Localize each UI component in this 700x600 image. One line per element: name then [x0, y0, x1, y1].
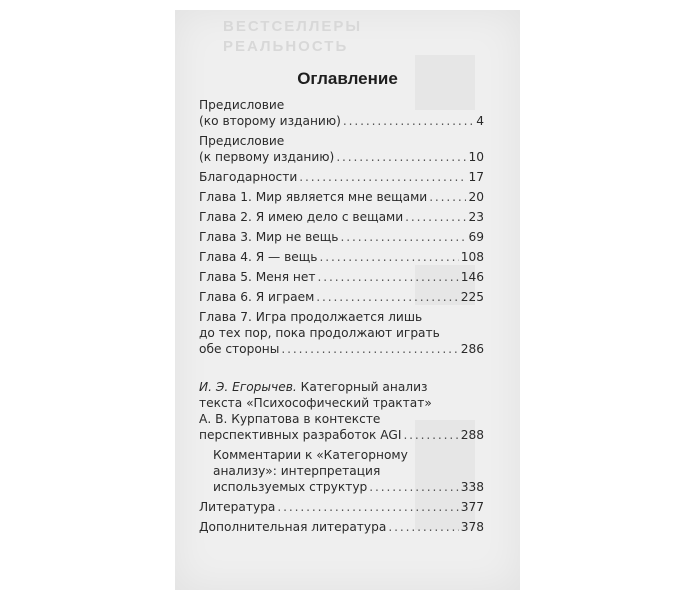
leader-dots: [405, 209, 466, 225]
toc-entry-line: Предисловие: [199, 134, 285, 148]
toc-entry-text: используемых структур: [213, 480, 368, 494]
toc-entry: [199, 447, 484, 495]
toc-entry: [199, 309, 484, 357]
toc-entry-text: (к первому изданию): [199, 150, 335, 164]
toc-entry-text: Глава 6. Я играем: [199, 290, 315, 304]
leader-dots: [343, 113, 474, 129]
leader-dots: [277, 499, 458, 515]
toc-entry-text: Глава 4. Я — вещь: [199, 250, 318, 264]
toc-entry-line: текста «Психософический трактат»: [199, 396, 432, 410]
leader-dots: [317, 269, 458, 285]
toc-entry: [199, 97, 484, 129]
toc-entry-line: Предисловие: [199, 98, 285, 112]
book-page: [175, 10, 520, 590]
toc-entry-line: анализу»: интерпретация: [213, 464, 381, 478]
leader-dots: [388, 519, 458, 535]
toc-page-number: 286: [460, 342, 484, 356]
toc-entry: [199, 499, 484, 515]
toc-page-number: 4: [476, 114, 484, 128]
toc-page-number: 23: [468, 210, 484, 224]
toc-entry: [199, 229, 484, 245]
toc-page-number: 10: [468, 150, 484, 164]
leader-dots: [319, 249, 458, 265]
bleed-through-text-2: РЕАЛЬНОСТЬ: [223, 38, 349, 55]
toc-entry-text: Глава 3. Мир не вещь: [199, 230, 339, 244]
toc-page-number: 225: [460, 290, 484, 304]
toc-entry-line-rest: Категорный анализ: [296, 380, 428, 394]
toc-page-number: 69: [468, 230, 484, 244]
toc-entry-text: Глава 2. Я имею дело с вещами: [199, 210, 404, 224]
toc-entry-text: Глава 5. Меня нет: [199, 270, 316, 284]
leader-dots: [403, 427, 458, 443]
toc-entry-line: [199, 379, 484, 395]
toc-page-number: 378: [460, 520, 484, 534]
toc-page-number: 338: [460, 480, 484, 494]
toc-entry-line: Глава 7. Игра продолжается лишь: [199, 310, 423, 324]
toc-entry: [199, 189, 484, 205]
toc-entry: [199, 269, 484, 285]
toc-entry: [199, 519, 484, 535]
leader-dots: [281, 341, 458, 357]
toc-page-number: 17: [468, 170, 484, 184]
toc-page-number: 377: [460, 500, 484, 514]
toc-entry: [199, 209, 484, 225]
toc-entry-text: (ко второму изданию): [199, 114, 341, 128]
leader-dots: [429, 189, 466, 205]
toc-entry-text: Дополнительная литература: [199, 520, 387, 534]
toc-page-number: 288: [460, 428, 484, 442]
table-of-contents: [199, 97, 484, 539]
leader-dots: [336, 149, 466, 165]
toc-page-number: 20: [468, 190, 484, 204]
leader-dots: [369, 479, 458, 495]
toc-entry: [199, 289, 484, 305]
toc-entry-author: И. Э. Егорычев.: [199, 380, 297, 394]
toc-entry-text: перспективных разработок AGI: [199, 428, 402, 442]
toc-page-number: 108: [460, 250, 484, 264]
toc-entry-text: Литература: [199, 500, 276, 514]
toc-title: Оглавление: [297, 69, 398, 88]
toc-entry-line: до тех пор, пока продолжают играть: [199, 326, 440, 340]
toc-entry-text: обе стороны: [199, 342, 280, 356]
leader-dots: [340, 229, 466, 245]
leader-dots: [299, 169, 466, 185]
bleed-through-text-1: ВЕСТСЕЛЛЕРЫ: [223, 18, 363, 35]
toc-page-number: 146: [460, 270, 484, 284]
toc-entry: [199, 169, 484, 185]
toc-entry: [199, 249, 484, 265]
toc-entry: [199, 133, 484, 165]
toc-entry-line: Комментарии к «Категорному: [213, 448, 408, 462]
toc-entry-text: Глава 1. Мир является мне вещами: [199, 190, 428, 204]
toc-entry-text: Благодарности: [199, 170, 298, 184]
leader-dots: [316, 289, 458, 305]
toc-entry-line: А. В. Курпатова в контексте: [199, 412, 381, 426]
toc-entry: [199, 379, 484, 443]
